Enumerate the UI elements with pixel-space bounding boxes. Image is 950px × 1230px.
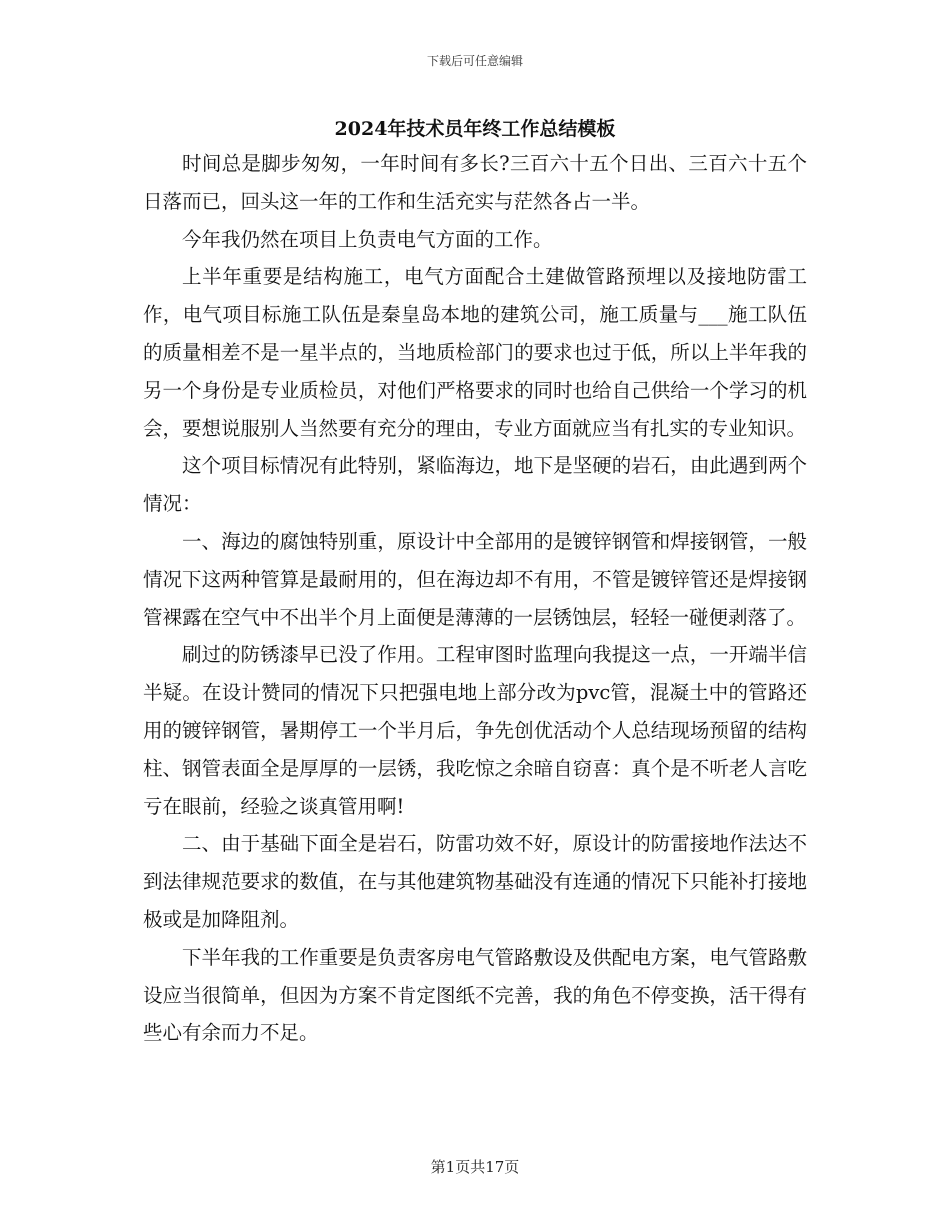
paragraph: 时间总是脚步匆匆，一年时间有多长?三百六十五个日出、三百六十五个日落而已，回头这一年的工作和生活充实与茫然各占一半。 <box>143 152 807 213</box>
paragraph: 一、海边的腐蚀特别重，原设计中全部用的是镀锌钢管和焊接钢管，一般情况下这两种管算是最耐用的，但在海边却不有用，不管是镀锌管还是焊接钢管裸露在空气中不出半个月上面便是薄薄的一层锈蚀层，轻轻一碰便剥落了。 <box>143 529 807 629</box>
paragraph: 这个项目标情况有此特别，紧临海边，地下是坚硬的岩石，由此遇到两个情况： <box>143 454 807 516</box>
paragraph: 上半年重要是结构施工，电气方面配合土建做管路预埋以及接地防雷工作，电气项目标施工队伍是秦皇岛本地的建筑公司，施工质量与___施工队伍的质量相差不是一星半点的，当地质检部门的要求也过于低，所以上半年我的另一个身份是专业质检员，对他们严格要求的同时也给自己供给一个学习的机会，要想说服别人当然要有充分的理由，专业方面就应当有扎实的专业知识。 <box>143 265 807 440</box>
paragraph: 二、由于基础下面全是岩石，防雷功效不好，原设计的防雷接地作法达不到法律规范要求的数值，在与其他建筑物基础没有连通的情况下只能补打接地极或是加降阻剂。 <box>143 832 807 931</box>
page-header-note: 下载后可任意编辑 <box>426 54 523 68</box>
paragraph: 下半年我的工作重要是负责客房电气管路敷设及供配电方案，电气管路敷设应当很简单，但因为方案不肯定图纸不完善，我的角色不停变换，活干得有些心有余而力不足。 <box>143 945 807 1045</box>
document-title: 2024年技术员年终工作总结模板 <box>334 118 616 140</box>
page-number: 第1页共17页 <box>430 1158 520 1176</box>
paragraph: 刷过的防锈漆早已没了作用。工程审图时监理向我提这一点，一开端半信半疑。在设计赞同的情况下只把强电地上部分改为pvc管，混凝土中的管路还用的镀锌钢管，暑期停工一个半月后，争先创优活动个人总结现场预留的结构柱、钢管表面全是厚厚的一层锈，我吃惊之余暗自窃喜：真个是不听老人言吃亏在眼前，经验之谈真管用啊! <box>143 643 807 818</box>
document-body <box>143 145 807 1052</box>
paragraph: 今年我仍然在项目上负责电气方面的工作。 <box>182 227 553 251</box>
